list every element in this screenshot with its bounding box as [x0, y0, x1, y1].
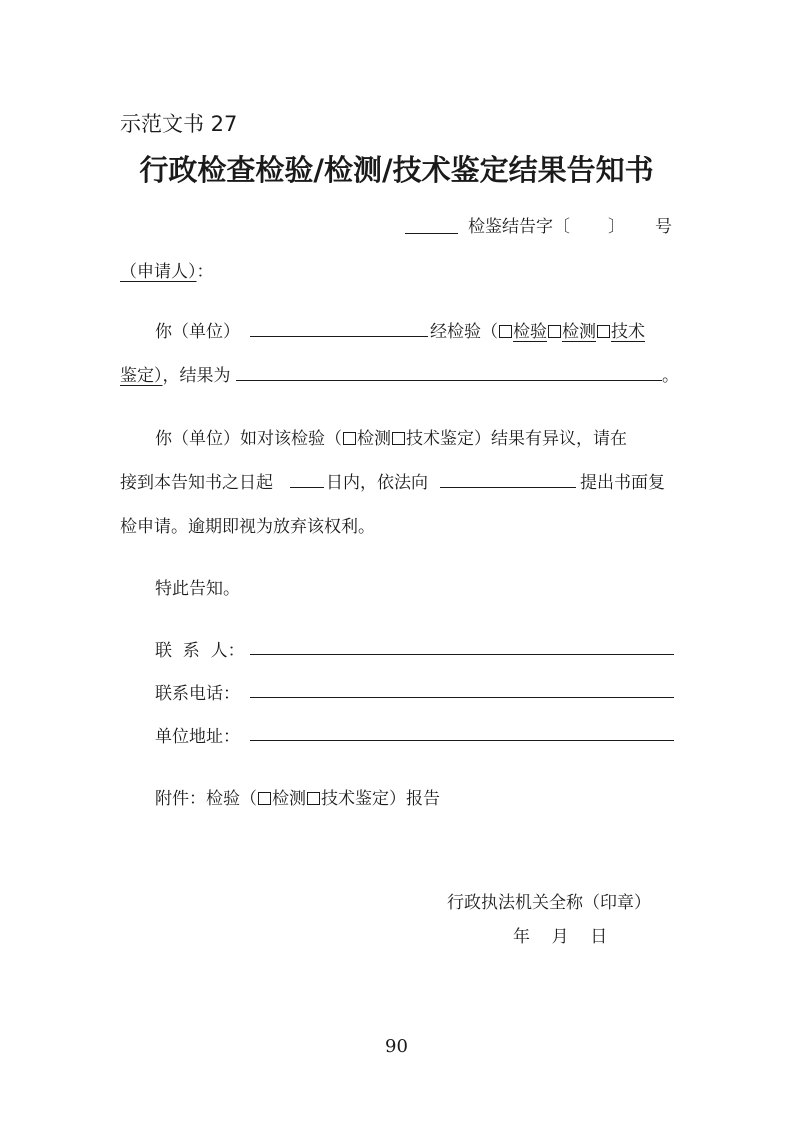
para1-appraise-end: 鉴定）: [120, 366, 163, 386]
result-label: ，结果为: [162, 366, 231, 386]
contact-phone-blank: [250, 697, 674, 698]
para1-end-mark: 。: [662, 366, 679, 386]
page-title: 行政检查检验/检测/技术鉴定结果告知书: [139, 153, 654, 187]
authority-blank: [440, 487, 576, 488]
para1-subject-blank: [250, 336, 428, 337]
checkbox-icon[interactable]: [597, 325, 610, 338]
option-inspect: 检验: [513, 322, 547, 342]
para2-line1: [155, 424, 627, 449]
checkbox-icon[interactable]: [499, 325, 512, 338]
checkbox-icon[interactable]: [343, 432, 356, 445]
para1-line2: [120, 361, 231, 386]
contact-person-blank: [250, 654, 674, 655]
para2-l1b: 检测: [357, 429, 391, 449]
notice: 特此告知。: [155, 579, 240, 599]
para1-after-blank: 经检验（: [430, 322, 498, 342]
contact-address-label: 单位地址：: [155, 727, 240, 747]
contact-phone-label: 联系电话：: [155, 684, 240, 704]
doc-number-blank: [405, 233, 458, 234]
contact-person-label: 联 系 人：: [155, 641, 245, 661]
checkbox-icon[interactable]: [392, 432, 405, 445]
para2-l2c: 提出书面复: [580, 473, 665, 493]
doc-number-bracket-close: 〕: [608, 217, 625, 237]
para1-you-unit: 你（单位）: [155, 322, 240, 342]
para1-options: [430, 317, 645, 342]
signature-org: 行政执法机关全称（印章）: [447, 893, 651, 913]
attachment-b: 检测: [272, 789, 306, 809]
attachment-c: 技术鉴定）报告: [321, 789, 440, 809]
para2-line3: 检申请。逾期即视为放弃该权利。: [120, 517, 375, 537]
para2-l2a: 接到本告知书之日起: [120, 473, 273, 493]
addressee: [120, 257, 214, 282]
addressee-label: （申请人）: [120, 262, 197, 282]
addressee-colon: ：: [196, 262, 214, 282]
signature-date: 年 月 日: [513, 927, 608, 947]
option-appraise: 技术: [611, 322, 645, 342]
checkbox-icon[interactable]: [548, 325, 561, 338]
option-test: 检测: [562, 322, 596, 342]
checkbox-icon[interactable]: [258, 792, 271, 805]
checkbox-icon[interactable]: [307, 792, 320, 805]
days-blank: [290, 487, 324, 488]
doc-label: 示范文书 27: [120, 112, 238, 136]
para2-l2b: 日内，依法向: [326, 473, 428, 493]
page-number: 90: [385, 1036, 408, 1057]
para2-l1a: 你（单位）如对该检验（: [155, 429, 342, 449]
para2-l1c: 技术鉴定）结果有异议，请在: [406, 429, 627, 449]
attachment-a: 附件：检验（: [155, 789, 257, 809]
doc-number-suffix: 号: [655, 217, 672, 237]
attachment: [155, 784, 440, 809]
contact-address-blank: [250, 740, 674, 741]
doc-number-label: 检鉴结告字〔: [468, 217, 570, 237]
result-blank: [236, 380, 662, 381]
